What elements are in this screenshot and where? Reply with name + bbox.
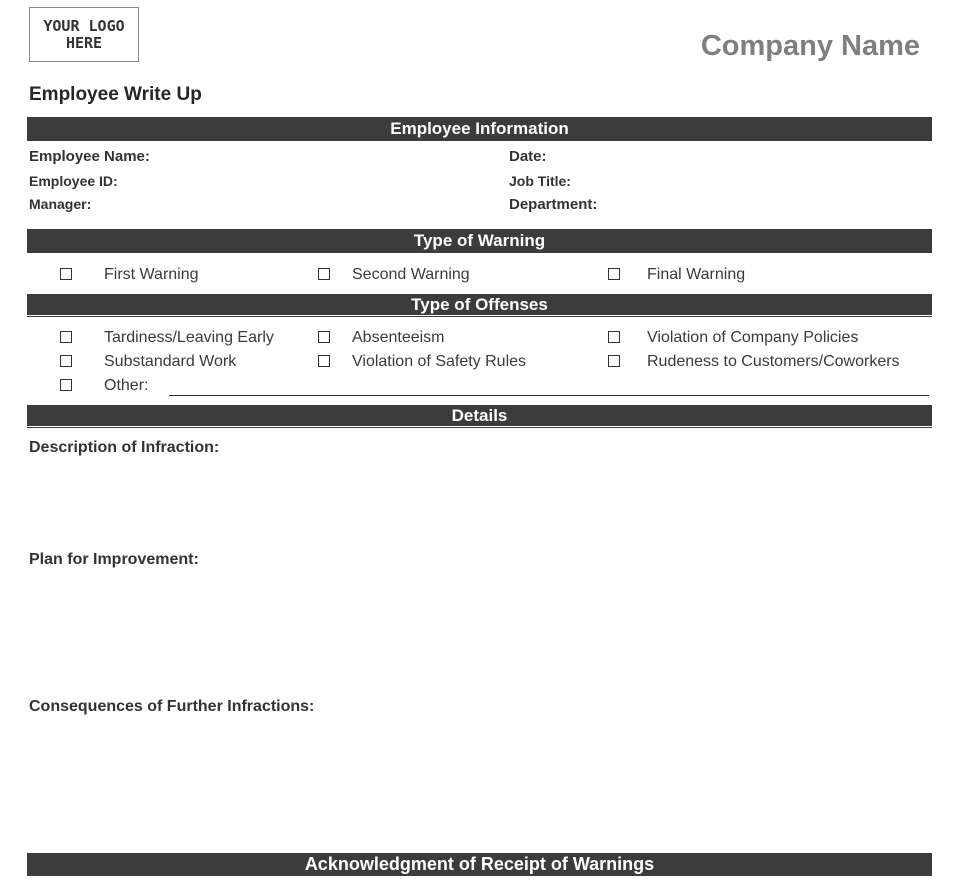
employee-id-label: Employee ID: <box>29 173 118 189</box>
document-title: Employee Write Up <box>29 84 202 105</box>
other-checkbox[interactable] <box>60 379 72 391</box>
type-of-warning-header: Type of Warning <box>27 229 932 253</box>
tardiness-checkbox[interactable] <box>60 331 72 343</box>
policy-violation-checkbox[interactable] <box>608 331 620 343</box>
final-warning-checkbox[interactable] <box>608 268 620 280</box>
substandard-work-checkbox[interactable] <box>60 355 72 367</box>
second-warning-label: Second Warning <box>352 266 470 283</box>
absenteeism-label: Absenteeism <box>352 329 445 346</box>
job-title-label: Job Title: <box>509 173 571 189</box>
tardiness-label: Tardiness/Leaving Early <box>104 329 274 346</box>
manager-label: Manager: <box>29 196 92 212</box>
acknowledgment-header: Acknowledgment of Receipt of Warnings <box>27 853 932 876</box>
safety-rules-checkbox[interactable] <box>318 355 330 367</box>
first-warning-label: First Warning <box>104 266 199 283</box>
employee-information-header: Employee Information <box>27 117 932 141</box>
policy-violation-label: Violation of Company Policies <box>647 329 859 346</box>
first-warning-checkbox[interactable] <box>60 268 72 280</box>
date-label: Date: <box>509 148 547 165</box>
plan-for-improvement-label: Plan for Improvement: <box>29 551 199 568</box>
other-label: Other: <box>104 377 149 394</box>
absenteeism-checkbox[interactable] <box>318 331 330 343</box>
rudeness-checkbox[interactable] <box>608 355 620 367</box>
substandard-work-label: Substandard Work <box>104 353 237 370</box>
rudeness-label: Rudeness to Customers/Coworkers <box>647 353 900 370</box>
department-label: Department: <box>509 196 598 213</box>
safety-rules-label: Violation of Safety Rules <box>352 353 527 370</box>
type-of-offenses-header: Type of Offenses <box>27 294 932 315</box>
company-logo-placeholder: YOUR LOGO HERE <box>29 7 139 62</box>
employee-name-label: Employee Name: <box>29 148 150 165</box>
other-input-line[interactable] <box>169 395 929 396</box>
description-of-infraction-label: Description of Infraction: <box>29 439 220 456</box>
details-header: Details <box>27 405 932 426</box>
second-warning-checkbox[interactable] <box>318 268 330 280</box>
consequences-label: Consequences of Further Infractions: <box>29 698 315 715</box>
final-warning-label: Final Warning <box>647 266 746 283</box>
company-name: Company Name <box>700 30 920 62</box>
